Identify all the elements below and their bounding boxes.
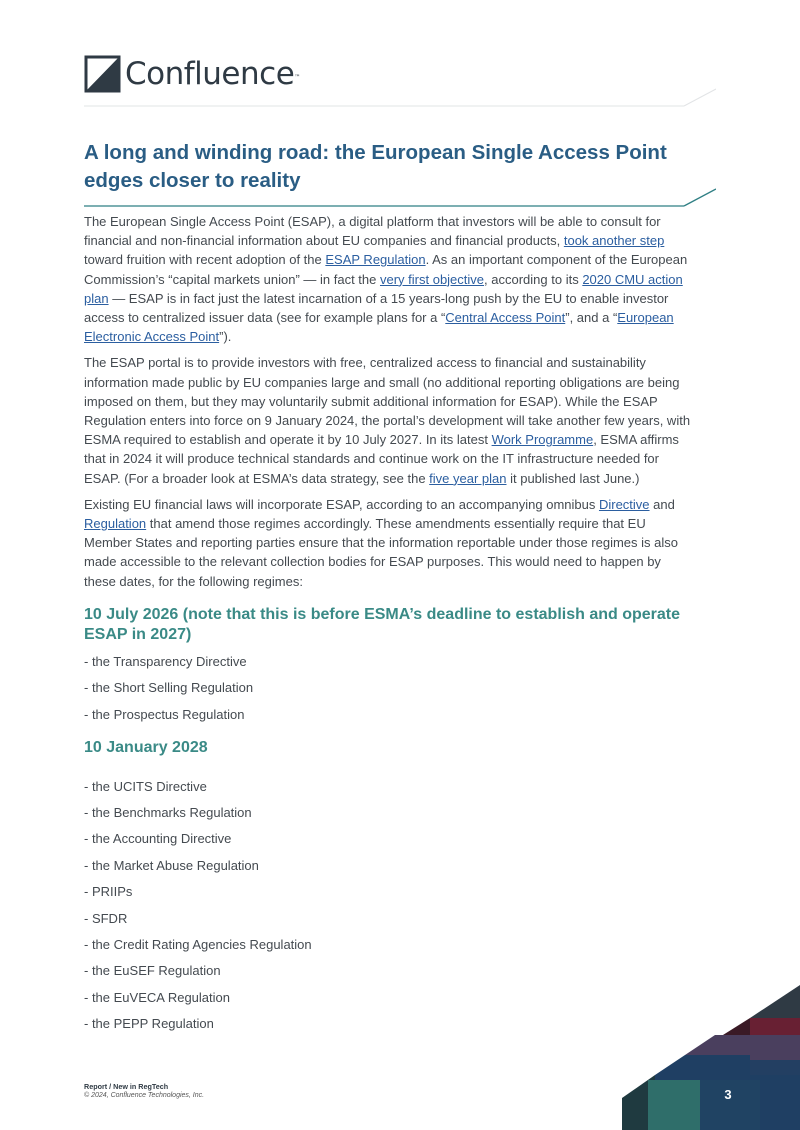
regulation-link[interactable]: Regulation (84, 516, 147, 532)
list-item: - the Benchmarks Regulation (84, 805, 252, 821)
page-footer (84, 1082, 204, 1100)
list-item: - the PEPP Regulation (84, 1016, 214, 1032)
directive-link[interactable]: Directive (598, 496, 650, 512)
section-heading-2026: 10 July 2026 (note that this is before ESMA’s deadline to establish and operate ESAP in 2027) (84, 605, 681, 643)
logo-text: Confluence™ (125, 56, 300, 92)
list-item: - the Accounting Directive (84, 831, 232, 847)
regime-list-2026 (84, 653, 694, 724)
page-number: 3 (724, 1087, 732, 1102)
list-item: - the Transparency Directive (84, 653, 247, 669)
paragraph-1: The European Single Access Point (ESAP), a digital platform that investors will be able to consult for financial and non-financial information about EU companies and financial products, took another step toward fruition with recent adoption of the ESAP Regulation. As an important component of the European Commission’s “capital markets union” — in fact the very first objective, according to its 2020 CMU action plan — ESAP is in fact just the latest incarnation of a 15 years-long push by the EU to enable investor access to centralized issuer data (see for example plans for a “Central Access Point”, and a “European Electronic Access Point”). (84, 214, 688, 345)
work-programme-link[interactable]: Work Programme (491, 432, 594, 448)
list-item: - PRIIPs (84, 884, 133, 900)
central-access-point-link[interactable]: Central Access Point (445, 310, 566, 326)
title-divider (84, 187, 716, 209)
very-first-objective-link[interactable]: very first objective (379, 271, 485, 287)
list-item: - the EuSEF Regulation (84, 963, 221, 979)
took-another-step-link[interactable]: took another step (563, 233, 665, 249)
list-item: - the Prospectus Regulation (84, 706, 245, 722)
article-body (84, 212, 694, 1042)
list-item: - the Market Abuse Regulation (84, 857, 259, 873)
list-item: - SFDR (84, 910, 128, 926)
list-item: - the UCITS Directive (84, 778, 207, 794)
section-heading-2028: 10 January 2028 (84, 738, 208, 756)
cmu-action-plan-link[interactable]: 2020 CMU action plan (84, 271, 683, 306)
european-electronic-access-point-link[interactable]: European Electronic Access Point (84, 310, 674, 345)
paragraph-3: Existing EU financial laws will incorporate ESAP, according to an accompanying omnibus Directive and Regulation that amend those regimes accordingly. These amendments essentially require that EU Member States and reporting parties ensure that the information reportable under those regimes is also made accessible to the relevant collection bodies for ESAP purposes. This would need to happen by these dates, for the following regimes: (84, 496, 678, 589)
footer-copyright: © 2024, Confluence Technologies, Inc. (84, 1092, 205, 1099)
list-item: - the EuVECA Regulation (84, 989, 230, 1005)
list-item: - the Short Selling Regulation (84, 680, 254, 696)
esap-regulation-link[interactable]: ESAP Regulation (325, 252, 426, 268)
page-title: A long and winding road: the European Single Access Point edges closer to reality (84, 141, 667, 192)
corner-decoration-graphic (600, 980, 800, 1130)
footer-report-label: Report / New in RegTech (84, 1082, 169, 1091)
paragraph-2: The ESAP portal is to provide investors with free, centralized access to financial and sustainability information made public by EU companies large and small (no additional reporting obligations are being imposed on them, but they may voluntarily submit additional information for ESAP). While the ESAP Regulation enters into force on 9 January 2024, the portal’s development will take another few years, with ESMA required to establish and operate it by 10 July 2027. In its latest Work Programme, ESMA affirms that in 2024 it will produce technical standards and continue work on the IT infrastructure needed for ESAP. (For a broader look at ESMA’s data strategy, see the five year plan it published last June.) (84, 355, 691, 486)
five-year-plan-link[interactable]: five year plan (429, 470, 507, 486)
list-item: - the Credit Rating Agencies Regulation (84, 936, 312, 952)
header-divider (84, 87, 716, 109)
